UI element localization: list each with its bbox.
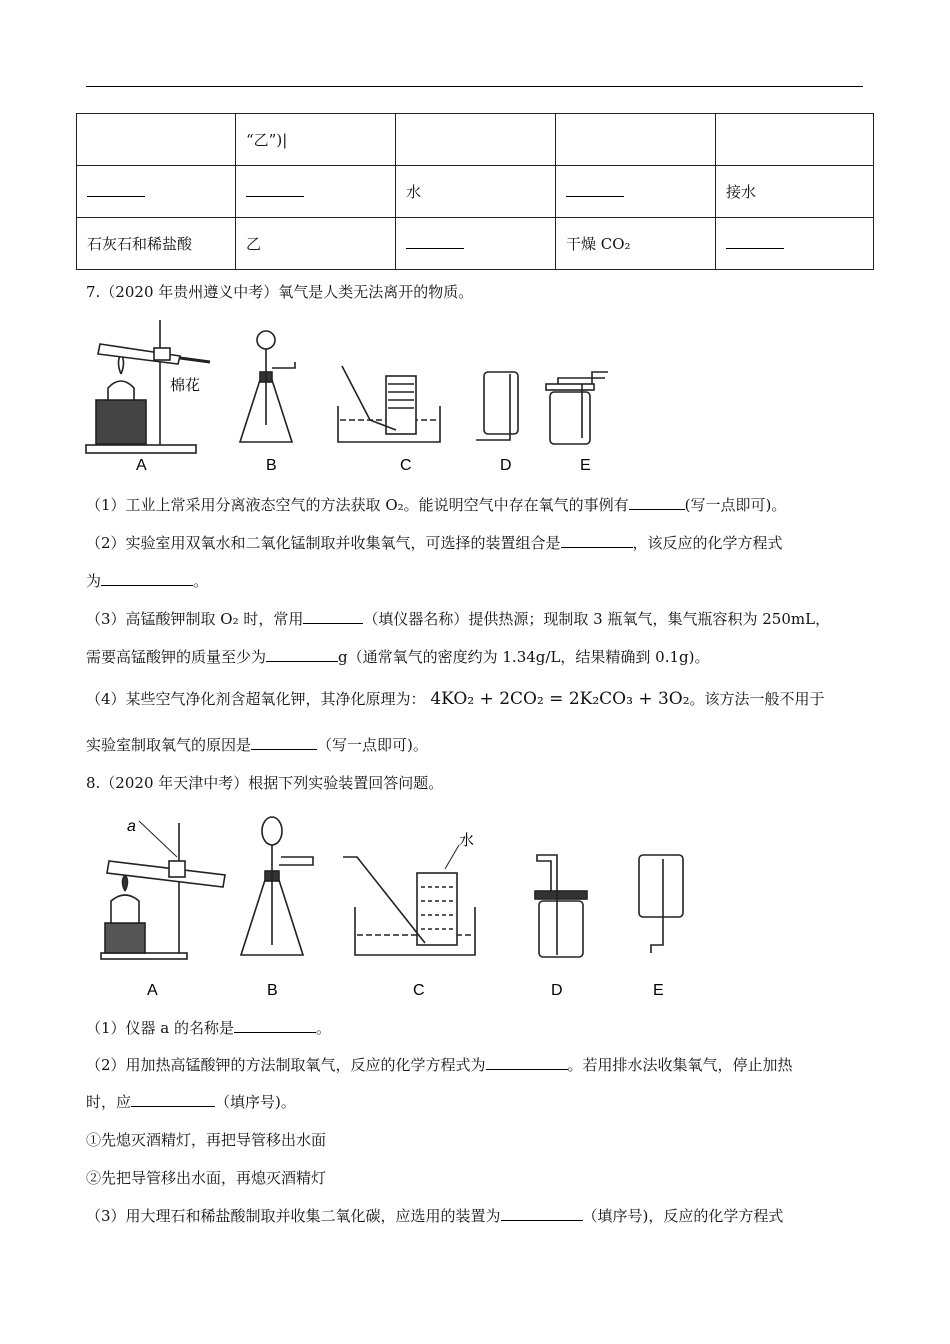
wooden-block-icon [96, 400, 146, 444]
cotton-label: 棉花 [170, 377, 201, 394]
instrument-a-label: a [127, 818, 136, 835]
figure-label-c: C [413, 982, 425, 999]
q8-part1: （1）仪器 a 的名称是 。 [86, 1019, 332, 1037]
answer-blank[interactable] [131, 1092, 215, 1107]
table-cell: 石灰石和稀盐酸 [77, 218, 236, 270]
stand-base-icon [86, 445, 196, 453]
figure-label-e: E [580, 457, 591, 474]
alcohol-lamp-icon [111, 895, 139, 923]
wooden-block-icon [105, 923, 145, 953]
figure-label-c: C [400, 457, 412, 474]
answer-blank[interactable] [101, 571, 193, 586]
gas-jar-icon [417, 873, 457, 945]
alcohol-lamp-icon [108, 381, 134, 400]
table-row [77, 218, 874, 270]
delivery-tube-icon [180, 358, 210, 362]
answer-blank[interactable] [501, 1206, 583, 1221]
gas-bottle-icon [639, 855, 683, 917]
q7-title: 7.（2020 年贵州遵义中考）氧气是人类无法离开的物质。 [86, 283, 474, 301]
table-cell: “乙”)| [236, 114, 396, 166]
table-row [77, 114, 874, 166]
q7-part2: （2）实验室用双氧水和二氧化锰制取并收集氧气，可选择的装置组合是 ，该反应的化学方程式 [86, 534, 783, 552]
q7-apparatus-figure [80, 310, 620, 475]
q7-part2-cont: 为 。 [86, 572, 209, 590]
header-rule [86, 86, 863, 87]
answer-blank[interactable] [246, 182, 304, 197]
answer-blank[interactable] [303, 609, 363, 624]
q7-part1: （1）工业上常采用分离液态空气的方法获取 O₂。能说明空气中存在氧气的事例有 (写一点即可)。 [86, 496, 787, 514]
gas-bottle-icon [484, 372, 518, 434]
clamp-icon [169, 861, 185, 877]
table-cell: 水 [396, 166, 556, 218]
table-cell: 干燥 CO₂ [556, 218, 716, 270]
figure-label-b: B [267, 982, 278, 999]
answer-blank[interactable] [234, 1018, 316, 1033]
figure-label-b: B [266, 457, 277, 474]
q7-part4-cont: 实验室制取氧气的原因是 （写一点即可)。 [86, 736, 428, 754]
q8-part2: （2）用加热高锰酸钾的方法制取氧气，反应的化学方程式为 。若用排水法收集氧气，停止加热 [86, 1056, 793, 1074]
q8-apparatus-figure [95, 805, 715, 1005]
chemical-equation: 4KO₂ + 2CO₂ = 2K₂CO₃ + 3O₂ [430, 689, 690, 709]
answer-blank[interactable] [87, 182, 145, 197]
answer-blank[interactable] [251, 735, 317, 750]
answer-blank[interactable] [566, 182, 624, 197]
q7-part3-cont: 需要高锰酸钾的质量至少为 g（通常氧气的密度约为 1.34g/L，结果精确到 0.1g)。 [86, 648, 710, 666]
table-row [77, 166, 874, 218]
figure-label-d: D [500, 457, 512, 474]
table-cell: 乙 [236, 218, 396, 270]
answer-blank[interactable] [266, 647, 338, 662]
gas-bottle-icon [550, 392, 590, 444]
q8-option-1: ①先熄灭酒精灯，再把导管移出水面 [86, 1131, 327, 1149]
answer-blank[interactable] [629, 495, 685, 510]
q8-title: 8.（2020 年天津中考）根据下列实验装置回答问题。 [86, 774, 444, 792]
table-cell: 接水 [716, 166, 874, 218]
water-label: 水 [459, 832, 475, 849]
experiment-table [76, 113, 874, 270]
q8-option-2: ②先把导管移出水面，再熄灭酒精灯 [86, 1169, 327, 1187]
stand-base-icon [101, 953, 187, 959]
answer-blank[interactable] [561, 533, 633, 548]
q8-part2-cont: 时，应 （填序号)。 [86, 1093, 296, 1111]
clamp-icon [154, 348, 170, 360]
answer-blank[interactable] [486, 1055, 568, 1070]
flame-icon [123, 875, 128, 891]
separatory-funnel-icon [257, 331, 275, 349]
long-neck-funnel-icon [262, 817, 282, 845]
figure-label-a: A [136, 457, 147, 474]
answer-blank[interactable] [406, 234, 464, 249]
figure-label-e: E [653, 982, 664, 999]
q7-part4: （4）某些空气净化剂含超氧化钾，其净化原理为： 4KO₂ + 2CO₂ = 2K₂CO₃ + 3O₂。该方法一般不用于 [86, 689, 825, 709]
q8-part3: （3）用大理石和稀盐酸制取并收集二氧化碳，应选用的装置为 （填序号)，反应的化学方程式 [86, 1207, 784, 1225]
answer-blank[interactable] [726, 234, 784, 249]
figure-label-a: A [147, 982, 158, 999]
q7-part3: （3）高锰酸钾制取 O₂ 时，常用 （填仪器名称）提供热源；现制取 3 瓶氧气，集气瓶容积为 250mL， [86, 610, 831, 628]
gas-bottle-icon [539, 901, 583, 957]
figure-label-d: D [551, 982, 563, 999]
